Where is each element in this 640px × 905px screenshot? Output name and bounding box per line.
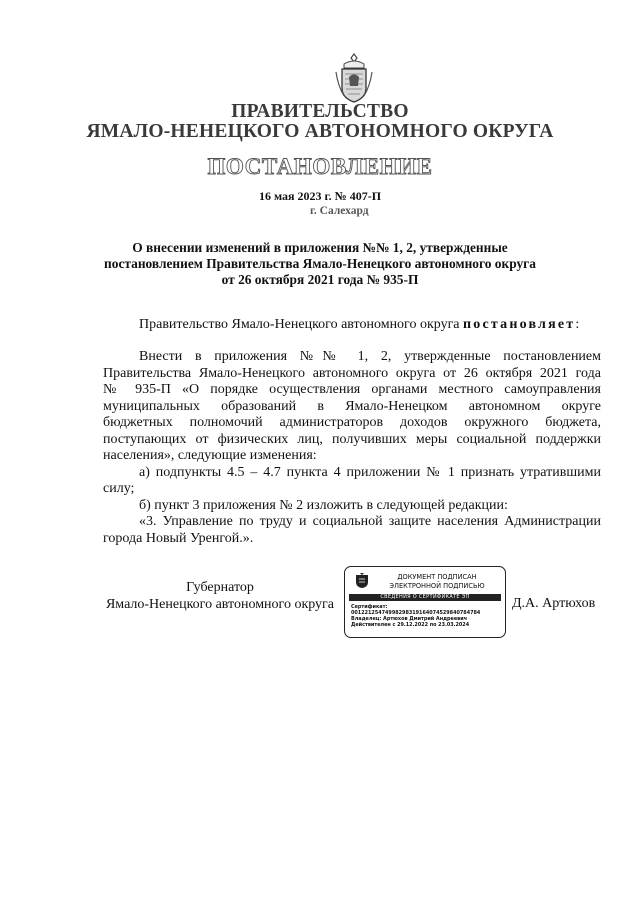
paragraph-line: поступающих от физических лиц, получивших меры социальной поддержки [103,431,601,447]
item-a-line: силу; [103,481,135,496]
stamp-title-line2: ЭЛЕКТРОННОЙ ПОДПИСЬЮ [389,582,485,590]
paragraph-line: бюджетных полномочий администраторов доходов окружного бюджета, [103,415,601,430]
signatory-position-line2: Ямало-Ненецкого автономного округа [105,597,335,612]
coat-of-arms-emblem [330,52,378,104]
electronic-signature-stamp [344,566,506,638]
paragraph-line: населения», следующие изменения: [103,448,317,463]
paragraph-line: муниципальных образований в Ямало-Ненецком автономном округе [103,398,601,414]
preamble-resolves-word: постановляет [463,317,576,332]
document-title [0,240,640,288]
stamp-owner: Владелец: Артюхов Дмитрий Андреевич [351,616,468,622]
paragraph-line: № 935-П «О порядке осуществления органами местного самоуправления [103,382,601,397]
item-b: б) пункт 3 приложения № 2 изложить в следующей редакции: [139,497,508,513]
stamp-title-line1: ДОКУМЕНТ ПОДПИСАН [397,573,477,581]
document-title-line1: О внесении изменений в приложения №№ 1, 2, утвержденные [132,240,508,255]
paragraph-main [103,349,601,547]
stamp-validity: Действителен с 29.12.2022 по 23.03.2024 [351,622,470,628]
stamp-certificate-bar: СВЕДЕНИЯ О СЕРТИФИКАТЕ ЭП [349,594,501,601]
item-a-line: а) подпункты 4.5 – 4.7 пункта 4 приложении № 1 признать утратившими [139,464,601,480]
coat-of-arms-icon [355,572,369,589]
stamp-cert-number: 00122125474998298319164074529840784784 [351,610,481,616]
preamble-colon: : [575,317,580,332]
date-and-number: 16 мая 2023 г. № 407-П [258,189,382,203]
document-title-line2: постановлением Правительства Ямало-Ненецкого автономного округа [104,256,536,271]
document-title-line3: от 26 октября 2021 года № 935-П [221,272,419,287]
signatory-position [103,579,337,613]
preamble-text: Правительство Ямало-Ненецкого автономного округа [139,317,464,332]
quote-line: «3. Управление по труду и социальной защите населения Администрации [139,514,601,529]
preamble [103,317,601,334]
paragraph-line: Внести в приложения №№ 1, 2, утвержденные постановлением [139,349,601,364]
stamp-cert-label: Сертификат: [351,604,388,610]
paragraph-line: Правительства Ямало-Ненецкого автономного округа от 26 октября 2021 года [103,365,601,381]
government-title-line1: ПРАВИТЕЛЬСТВО [231,101,409,122]
document-type-title: ПОСТАНОВЛЕНИЕ [207,154,433,179]
signatory-name: Д.А. Артюхов [512,596,596,611]
signatory-position-line1: Губернатор [186,580,254,595]
quote-line: города Новый Уренгой.». [103,530,254,546]
stamp-header [351,571,501,593]
city: г. Салехард [310,205,369,217]
government-title-line2: ЯМАЛО-НЕНЕЦКОГО АВТОНОМНОГО ОКРУГА [86,121,554,142]
